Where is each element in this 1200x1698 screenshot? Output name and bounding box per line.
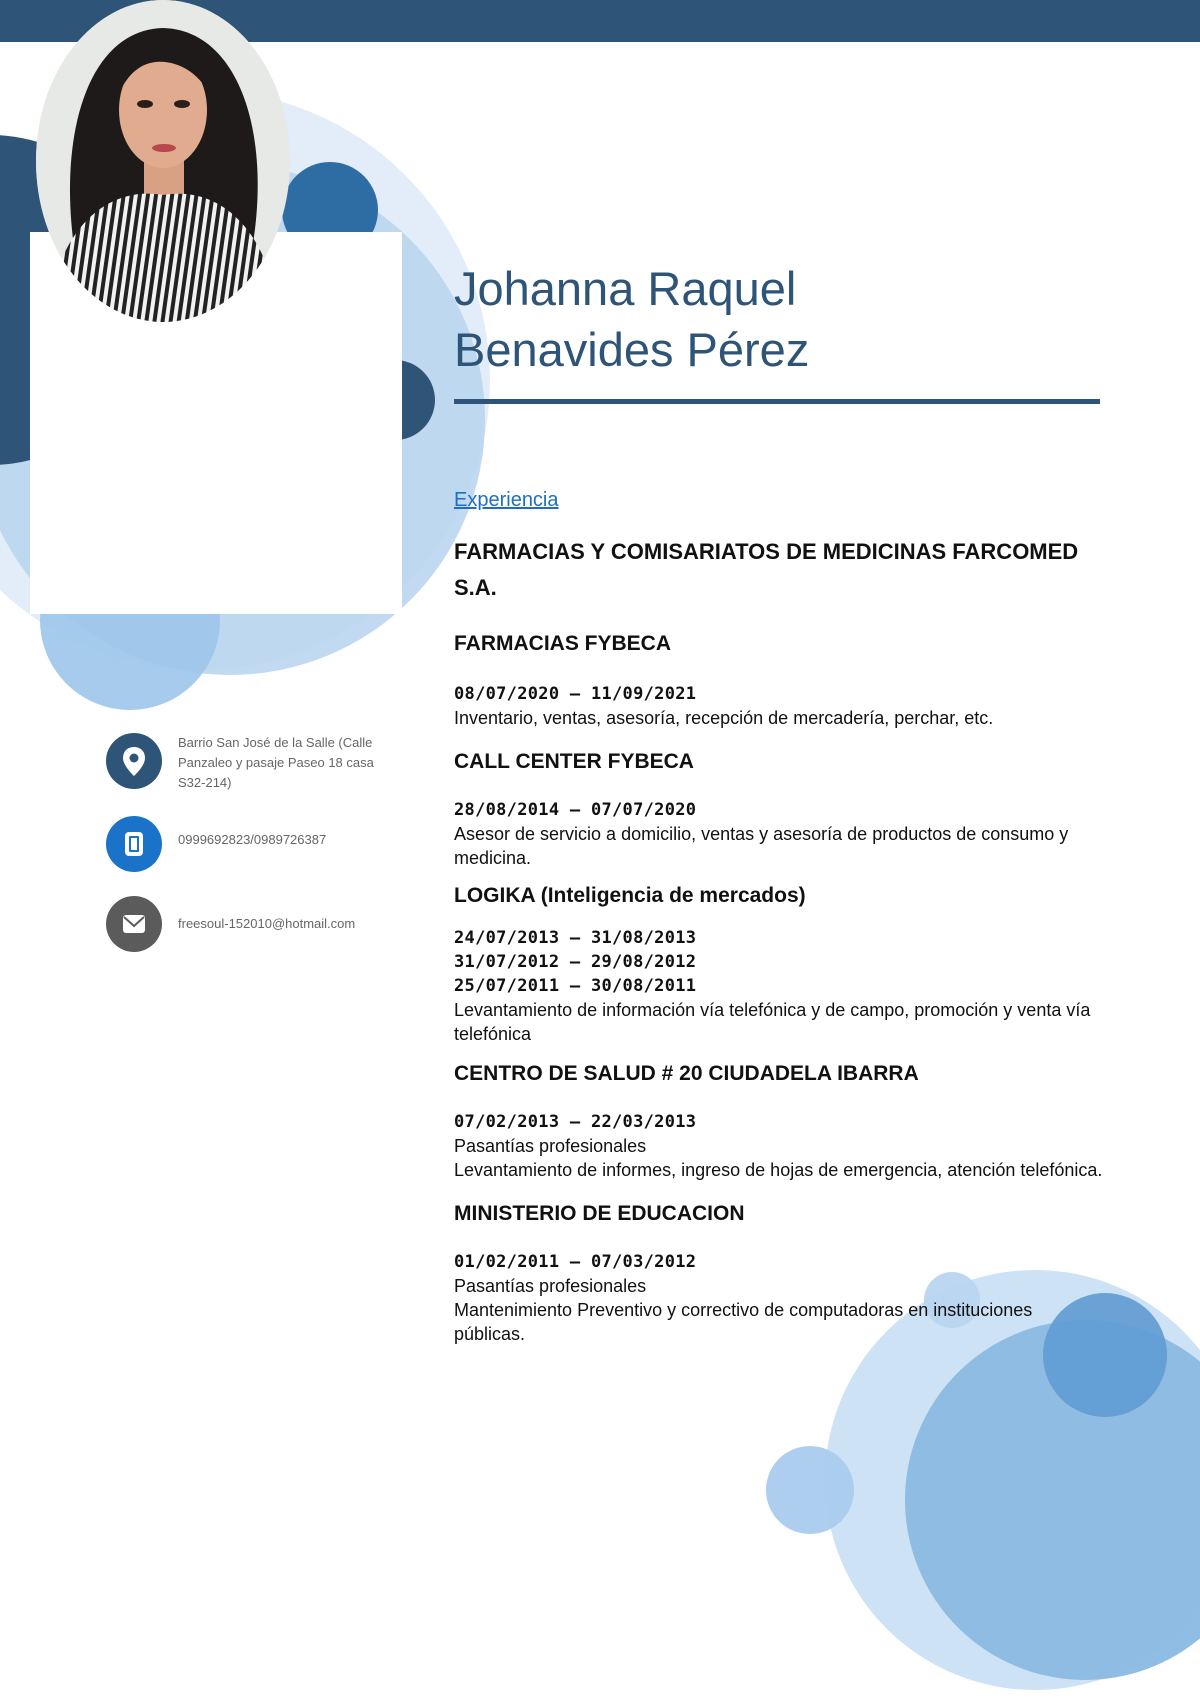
- job-date: 24/07/2013 – 31/08/2013: [454, 928, 697, 948]
- decor-circle-br-left: [766, 1446, 854, 1534]
- contact-address: [106, 733, 406, 793]
- address-text: Barrio San José de la Salle (Calle Panzaleo y pasaje Paseo 18 casa S32-214): [178, 735, 374, 790]
- job-block: [454, 1200, 1104, 1346]
- role-description: Inventario, ventas, asesoría, recepción de mercadería, perchar, etc.: [454, 708, 994, 728]
- job-description: Levantamiento de información vía telefónica y de campo, promoción y venta vía telefónica: [454, 1000, 1091, 1044]
- job-title: LOGIKA (Inteligencia de mercados): [454, 884, 806, 907]
- name-line-2: Benavides Pérez: [454, 323, 810, 376]
- phone-icon: [106, 816, 162, 872]
- role-block: [454, 630, 1104, 730]
- experience-section: [454, 488, 1104, 1346]
- job-description: Mantenimiento Preventivo y correctivo de computadoras en instituciones públicas.: [454, 1300, 1033, 1344]
- contact-phone: [106, 816, 406, 876]
- role-title: FARMACIAS FYBECA: [454, 632, 672, 655]
- mail-icon: [106, 896, 162, 952]
- role-block: [454, 748, 1104, 870]
- name-divider: [454, 399, 1100, 404]
- job-title: MINISTERIO DE EDUCACION: [454, 1202, 745, 1225]
- job-description: Pasantías profesionales: [454, 1136, 647, 1156]
- role-date: 08/07/2020 – 11/09/2021: [454, 684, 697, 704]
- name-line-1: Johanna Raquel: [454, 262, 797, 315]
- phone-text[interactable]: 0999692823/0989726387: [178, 832, 327, 847]
- job-description: Pasantías profesionales: [454, 1276, 647, 1296]
- location-pin-icon: [106, 733, 162, 789]
- job-date: 31/07/2012 – 29/08/2012: [454, 952, 697, 972]
- role-date: 28/08/2014 – 07/07/2020: [454, 800, 697, 820]
- job-date: 25/07/2011 – 30/08/2011: [454, 976, 697, 996]
- job-date: 01/02/2011 – 07/03/2012: [454, 1252, 697, 1272]
- job-block: [454, 1060, 1104, 1182]
- role-title: CALL CENTER FYBECA: [454, 750, 694, 773]
- portrait-illustration: [36, 0, 290, 322]
- contact-email: [106, 896, 406, 956]
- job-description: Levantamiento de informes, ingreso de hojas de emergencia, atención telefónica.: [454, 1160, 1103, 1180]
- email-text[interactable]: freesoul-152010@hotmail.com: [178, 916, 356, 931]
- job-block: [454, 882, 1104, 1046]
- role-description: Asesor de servicio a domicilio, ventas y asesoría de productos de consumo y medicina.: [454, 824, 1069, 868]
- job-title: CENTRO DE SALUD # 20 CIUDADELA IBARRA: [454, 1062, 919, 1085]
- job-date: 07/02/2013 – 22/03/2013: [454, 1112, 697, 1132]
- full-name: [454, 258, 1094, 380]
- section-title-experience: Experiencia: [454, 489, 559, 511]
- company-name: FARMACIAS Y COMISARIATOS DE MEDICINAS FARCOMED S.A.: [454, 539, 1079, 600]
- profile-photo: [36, 0, 290, 322]
